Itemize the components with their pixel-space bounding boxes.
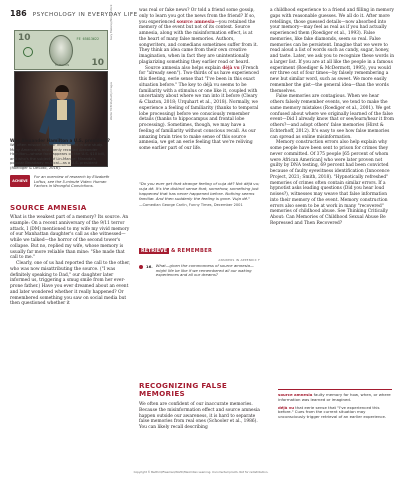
rr-retrieve-label: RETRIEVE	[141, 248, 167, 254]
rr-answers-note: ANSWERS IN APPENDIX F	[218, 258, 260, 262]
rr-question	[139, 264, 260, 278]
mid-p1-text-a: was real or fake news? Or told a friend some gossip, only to learn you got the news from the friend? If so, you experienced	[139, 8, 256, 25]
carlin-quote	[139, 182, 260, 244]
ten-dollar-bill-image	[14, 30, 108, 70]
bill-denomination-topleft: 10	[18, 33, 31, 43]
margin-glossary	[278, 389, 392, 459]
left-paragraph-2: Clearly, one of us had reported the call to the other, who was now misattributing the source. ("I was definitely speaking to Dad," our daughter later informed us, triggering a smug smile from her ever-prone father.) Have you ever dreamed about an event and later wondered whether it really happened? Or remembered something you saw on social media but then questioned whether it	[10, 261, 131, 307]
rr-remember-label: REMEMBER	[177, 248, 213, 254]
mid-paragraph-1	[139, 8, 260, 66]
bill-serial: FE 65813622	[76, 37, 99, 41]
rr-question-text: What—given the commonness of source amnesia—might life be like if we remembered all our waking experiences and all our dreams?	[155, 263, 254, 278]
mid-p1-text-b: —you retained the memory of the event but not of its context. Source amnesia, along with the misinformation effect, is at the heart of many false memories. Authors, songwriters, and comedians sometimes suffer from it. They think an idea came from their own creative imagination, when in fact they are unintentionally plagiarizing something they earlier read or heard.	[139, 19, 258, 65]
book-title: PSYCHOLOGY IN EVERYDAY LIFE	[32, 12, 138, 18]
glossary-entry	[278, 406, 392, 420]
heading-source-amnesia: SOURCE AMNESIA	[10, 203, 87, 212]
actor-hair	[55, 85, 69, 92]
running-head	[10, 9, 138, 21]
middle-column-text	[139, 8, 260, 152]
right-paragraph-3: Memory construction errors also help explain why some people have been sent to prison for crimes they never committed. Of 375 people [65 percent of whom were African American] who were later proven not guilty by DNA testing, 69 percent had been convicted because of faulty eyewitness identification (Innocence Project, 2021; Smith, 2018). "Hypnotically refreshed" memories of crimes often contain similar errors. If a hypnotist asks leading questions (Did you hear loud noises?), witnesses may weave that false information into their memory of the event. Memory construction errors also seem to be at work in many "recovered" memories of childhood abuse. See Thinking Critically About: Can Memories of Childhood Sexual Abuse Be Repressed and Then Recovered?	[270, 140, 390, 226]
bill-denomination-bottomright: 10	[91, 58, 104, 68]
caption-text: We often misuse familiar information in one study. Many Americans mistakenly recalled Alexander Hamilton—whose face appears on the U.S. $10 bill, and who's the subject of Lin-Manuel Miranda's popular Broadway musical—as a U.S. president (Roediger & DeSoto, 2016).	[10, 143, 105, 170]
bullet-icon	[139, 265, 143, 269]
bill-seal-icon	[23, 47, 33, 57]
rr-ampersand: &	[171, 248, 176, 254]
glossary-term: source amnesia	[278, 392, 313, 397]
glossary-term: déjà vu	[278, 404, 295, 410]
glossary-entry	[278, 393, 392, 403]
figure-caption	[10, 138, 110, 171]
right-paragraph-1: a childhood experience to a friend and filling in memory gaps with reasonable guesses. We all do it. After more retellings, those guessed details—now absorbed into your memory—may feel as real as if you had actually experienced them (Roediger et al., 1993). False memories, like fake diamonds, seem so real. False memories can be persistent. Imagine that we were to read aloud a list of words such as candy, sugar, honey, and taste. Later, we ask you to recognize these words in a larger list. If you are at all like the people in a famous experiment (Roediger & McDermott, 1995), you would err three out of four times—by falsely remembering a new but similar word, such as sweet. We more easily remember the gist—the general idea—than the words themselves.	[270, 8, 395, 94]
left-column-text	[10, 215, 131, 307]
mid-p2-text-b: (French for "already seen"). Two-thirds of us have experienced this fleeting, eerie sense that "I've been in this exact situation before." The key to déjà vu seems to be familiarity with a stimulus or one like it, coupled with uncertainty about where we ran into it before (Cleary & Claxton, 2018; Urquhart et al., 2018). Normally, we experience a feeling of familiarity (thanks to temporal lobe processing) before we consciously remember details (thanks to hippocampus and frontal lobe processing). Sometimes, though, we may have a feeling of familiarity without conscious recall. As our amazing brain tries to make sense of this source amnesia, we get an eerie feeling that we're reliving some earlier part of our life.	[139, 65, 259, 151]
caption-title: Was Alexander Hamilton a U.S. president?	[10, 138, 110, 143]
key-term-source-amnesia: source amnesia	[176, 19, 215, 25]
right-column-text	[270, 8, 394, 227]
mid-column-text-bottom	[139, 402, 260, 431]
bill-label: HAMILTON	[54, 63, 70, 67]
glossary-definition: faulty memory for how, when, or where information was learned or imagined.	[278, 392, 391, 402]
key-term-deja-vu: déjà vu	[222, 65, 240, 71]
photo-credit-stage: Walter McBride/Getty Images	[110, 81, 113, 120]
hamilton-portrait	[49, 35, 73, 66]
photo-credit-bill: Gary Blakeley/Shutterstock	[110, 4, 113, 40]
achieve-text: For an overview of research by Elizabeth Loftus, see the 5-minute Video: Human Factors in Wrongful Convictions.	[34, 175, 110, 189]
quote-source: —Comedian George Carlin, Funny Times, December 2001	[139, 202, 243, 207]
heading-recognizing-false-memories: RECOGNIZING FALSE MEMORIES	[139, 381, 228, 399]
rr-question-number: 16.	[146, 264, 153, 269]
copyright-footer: Copyright © Bedford/Freeman/Worth/Macmillan Learning. Uncorrected proofs. Not for redistribution.	[133, 470, 269, 474]
achieve-logo: ACHIEVE	[10, 175, 30, 187]
left-paragraph-1: What is the weakest part of a memory? Its source. An example: On a recent anniversary of the 9/11 terror attack, I (DM) mentioned to my wife my vivid memory of our Manhattan daughter's call as she witnessed—while we talked—the horror of the second tower's collapse. But no, replied my wife, whose memory is usually far more reliable than mine: "She made that call to me."	[10, 215, 130, 261]
mid-paragraph-2	[139, 66, 260, 152]
glossary-definition: that eerie sense that "I've experienced this before." Cues from the current situation may unconsciously trigger retrieval of an earlier experience.	[278, 404, 387, 420]
actor-vest	[57, 100, 67, 120]
rr-heading	[139, 248, 260, 254]
retrieve-remember-box	[139, 248, 260, 278]
page-number: 186	[10, 9, 27, 18]
mid-p2-text-a: Source amnesia also helps explain	[145, 65, 223, 71]
mid-paragraph-3: We often are confident of our inaccurate memories. Because the misinformation effect and source amnesia happen outside our awareness, it is hard to separate false memories from real ones (Schooler et al., 1986). You can likely recall describing	[139, 402, 260, 430]
quote-text: "Do you ever get that strange feeling of vuja dé? Not déjà vu; vuja dé. It's the distinct sense that, somehow, something just happened that has never happened before. Nothing seems familiar. And then suddenly the feeling is gone. Vuja dé."	[139, 181, 260, 201]
right-paragraph-2: False memories are contagious. When we hear others falsely remember events, we tend to make the same memory mistakes (Roediger et al., 2001). We get confused about where we originally learned of the false event—Did I already know that or see/learn/hear it from others?—and adopt others' false memories (Hirst & Echterhoff, 2012). It's easy to see how false memories can spread as online misinformation.	[270, 94, 394, 140]
achieve-callout[interactable]	[10, 175, 110, 199]
